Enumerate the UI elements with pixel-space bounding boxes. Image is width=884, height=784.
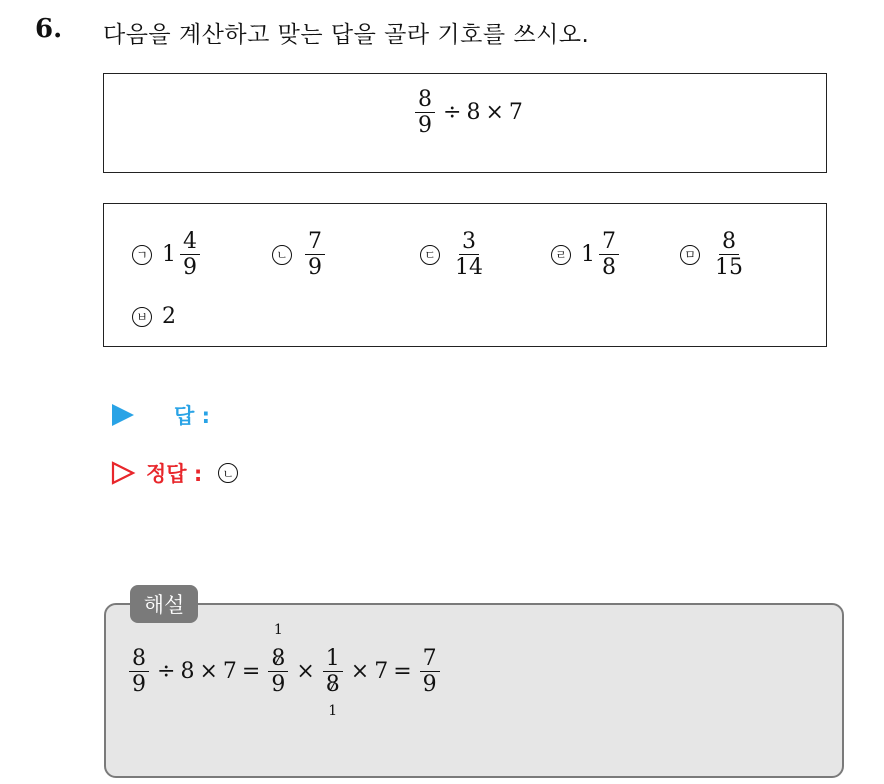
choice-mark-6: ㅂ — [132, 307, 152, 327]
choice-mark-4: ㄹ — [551, 245, 571, 265]
choice-5-numerator: 8 — [719, 230, 739, 255]
expression-box — [103, 73, 827, 173]
solution-multiply-operator-1: × — [199, 659, 218, 685]
solution-equation — [126, 622, 443, 719]
choices-box — [103, 203, 827, 347]
outline-triangle-icon — [110, 460, 136, 486]
choice-3-denominator: 14 — [455, 255, 483, 281]
solution-multiplier: 7 — [222, 659, 237, 685]
cancel-result-bottom: 1 — [328, 702, 338, 719]
solution-equals-2: = — [393, 659, 412, 685]
choice-3-numerator: 3 — [459, 230, 479, 255]
solution-multiply-operator-2: × — [296, 659, 315, 685]
fraction-denominator: 9 — [418, 113, 432, 139]
multiply-operator: × — [485, 100, 504, 126]
solution-fraction-3 — [323, 646, 343, 719]
choice-mark-2: ㄴ — [272, 245, 292, 265]
solution-multiplier-2: 7 — [374, 659, 389, 685]
choice-6 — [132, 304, 176, 329]
choice-4-fraction — [599, 230, 619, 279]
solution-divide-operator: ÷ — [157, 659, 176, 685]
choice-5 — [680, 230, 748, 279]
solution-fraction-2-denominator: 9 — [271, 672, 286, 698]
cancelled-denominator: 8 — [325, 672, 340, 698]
choice-6-value: 2 — [162, 304, 176, 329]
choice-1-whole: 1 — [162, 242, 176, 268]
choice-2-numerator: 7 — [305, 230, 325, 255]
choice-mark-5: ㅁ — [680, 245, 700, 265]
answer-label: 답 : — [174, 404, 210, 428]
solution-result-numerator: 7 — [420, 647, 440, 672]
choice-2-denominator: 9 — [308, 255, 322, 281]
choice-mark-3: ㄷ — [420, 245, 440, 265]
choice-4 — [551, 230, 622, 279]
choice-3-fraction — [453, 230, 485, 279]
choice-mark-1: ㄱ — [132, 245, 152, 265]
divide-operator: ÷ — [443, 100, 462, 126]
choice-3 — [420, 230, 488, 279]
solution-multiply-operator-3: × — [350, 659, 370, 685]
solution-fraction-2 — [268, 622, 288, 698]
answer-row — [112, 400, 210, 430]
expression — [412, 88, 523, 137]
question-number: 6. — [35, 14, 63, 44]
correct-answer-label: 정답 : — [146, 462, 203, 486]
choice-1-fraction — [180, 230, 200, 279]
choice-4-numerator: 7 — [599, 230, 619, 255]
solution-fraction-3-numerator: 1 — [323, 647, 343, 672]
expression-fraction — [415, 88, 435, 137]
choice-5-fraction — [713, 230, 745, 279]
solution-divisor: 8 — [180, 659, 195, 685]
choice-1-denominator: 9 — [183, 255, 197, 281]
choice-5-denominator: 15 — [715, 255, 743, 281]
choice-2 — [272, 230, 328, 279]
solution-result-denominator: 9 — [422, 672, 437, 698]
choice-2-fraction — [305, 230, 325, 279]
correct-answer-row — [110, 458, 248, 488]
solution-result-fraction — [420, 647, 440, 696]
divisor: 8 — [466, 100, 481, 126]
choice-4-denominator: 8 — [602, 255, 616, 281]
filled-triangle-icon — [112, 404, 134, 426]
solution-tag: 해설 — [130, 585, 198, 623]
correct-answer-mark: ㄴ — [218, 463, 238, 483]
multiplier: 7 — [508, 100, 523, 126]
solution-fraction-1 — [129, 647, 149, 696]
cancel-result-top: 1 — [273, 622, 283, 638]
choice-4-whole: 1 — [581, 242, 595, 268]
solution-equals-1: = — [241, 659, 261, 685]
solution-fraction-1-denominator: 9 — [132, 672, 146, 698]
solution-fraction-1-numerator: 8 — [129, 647, 149, 672]
cancelled-numerator: 8 — [271, 646, 286, 671]
solution-fraction-2-numerator — [268, 647, 288, 672]
choice-1 — [132, 230, 203, 279]
choice-1-numerator: 4 — [180, 230, 200, 255]
fraction-numerator: 8 — [415, 88, 435, 113]
solution-box — [104, 603, 844, 778]
question-text: 다음을 계산하고 맞는 답을 골라 기호를 쓰시오. — [103, 22, 590, 48]
solution-fraction-3-denominator — [324, 672, 342, 696]
